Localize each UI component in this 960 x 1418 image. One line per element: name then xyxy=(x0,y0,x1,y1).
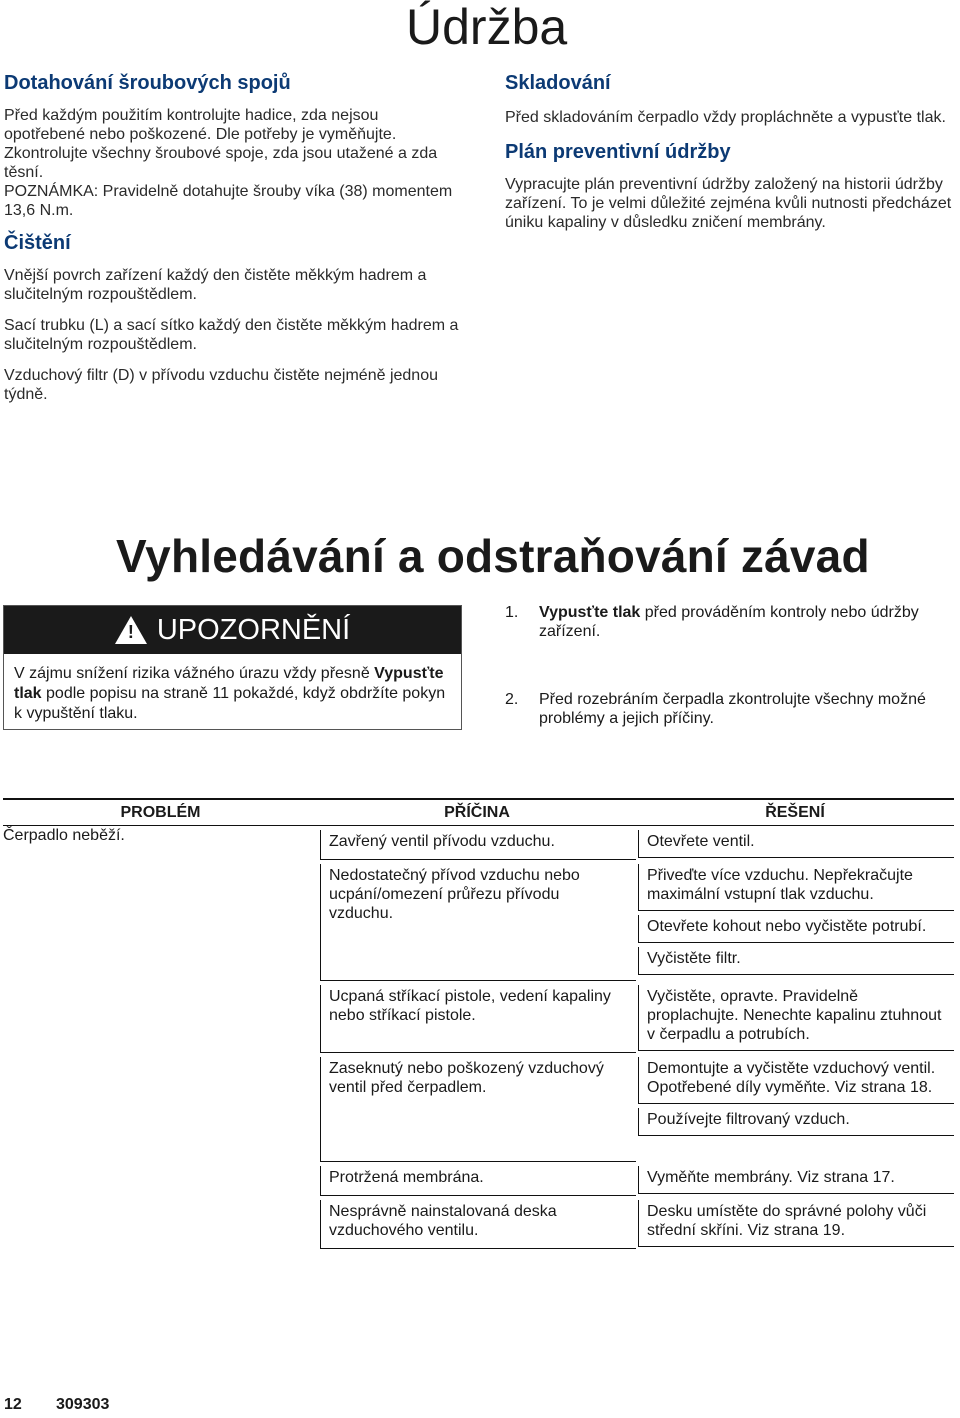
section-title-preventive-maintenance: Plán preventivní údržby xyxy=(505,141,731,163)
solution-cell: Otevřete ventil. xyxy=(638,830,954,858)
paragraph: Vypracujte plán preventivní údržby založený na historii údržby zařízení. To je velmi důležité zejména kvůli nutnosti předcházet úniku kapaliny v důsledku zničení membrány. xyxy=(505,176,952,231)
step-item: 1. Vypusťte tlak před prováděním kontroly nebo údržby zařízení. xyxy=(505,604,919,640)
paragraph: Vnější povrch zařízení každý den čistěte měkkým hadrem a slučitelným rozpouštědlem. xyxy=(4,267,427,303)
solution-cell: Desku umístěte do správné polohy vůči střední skříni. Viz strana 19. xyxy=(638,1200,954,1247)
warning-box xyxy=(3,605,462,730)
left-column xyxy=(4,70,459,404)
cause-cell: Nesprávně nainstalovaná deska vzduchového ventilu. xyxy=(320,1200,636,1249)
paragraph: Sací trubku (L) a sací sítko každý den čistěte měkkým hadrem a slučitelným rozpouštědlem. xyxy=(4,317,459,353)
cause-cell: Zaseknutý nebo poškozený vzduchový ventil před čerpadlem. xyxy=(320,1057,636,1162)
warning-text: V zájmu snížení rizika vážného úrazu vždy přesně Vypusťte tlak podle popisu na straně 11 pokaždé, když obdržíte pokyn k vypuštění tlaku. xyxy=(14,665,446,722)
problem-cell: Čerpadlo neběží. xyxy=(3,826,318,1250)
warning-icon: ! xyxy=(115,616,147,644)
solution-cell: Demontujte a vyčistěte vzduchový ventil. Opotřebené díly vyměňte. Viz strana 18. xyxy=(638,1057,954,1104)
section-title-storage: Skladování xyxy=(505,72,611,94)
solution-cell: Vyměňte membrány. Viz strana 17. xyxy=(638,1166,954,1194)
page-number: 12 xyxy=(4,1396,22,1413)
solution-cell: Přiveďte více vzduchu. Nepřekračujte maximální vstupní tlak vzduchu. xyxy=(638,864,954,911)
paragraph: Vzduchový filtr (D) v přívodu vzduchu čistěte nejméně jednou týdně. xyxy=(4,367,438,403)
page-title: Údržba xyxy=(406,0,568,55)
cause-cell: Ucpaná stříkací pistole, vedení kapaliny nebo stříkací pistole. xyxy=(320,985,636,1053)
steps-list xyxy=(505,603,957,728)
column-header-solution: ŘEŠENÍ xyxy=(636,799,954,826)
cause-cell: Nedostatečný přívod vzduchu nebo ucpání/omezení průřezu přívodu vzduchu. xyxy=(320,864,636,981)
paragraph: Před každým použitím kontrolujte hadice, zda nejsou opotřebené nebo poškozené. Dle potřeby je vyměňujte. Zkontrolujte všechny šroubové spoje, zda jsou utažené a zda těsní. xyxy=(4,107,438,181)
solution-cell: Používejte filtrovaný vzduch. xyxy=(638,1108,954,1136)
document-number: 309303 xyxy=(56,1396,110,1413)
troubleshooting-title: Vyhledávání a odstraňování závad xyxy=(116,530,870,582)
warning-header xyxy=(4,606,461,654)
step-item: 2. Před rozebráním čerpadla zkontrolujte všechny možné problémy a jejich příčiny. xyxy=(505,691,926,727)
troubleshooting-table xyxy=(3,798,954,1249)
table-row xyxy=(3,826,954,861)
cause-cell: Protržená membrána. xyxy=(320,1166,636,1196)
note-paragraph: POZNÁMKA: Pravidelně dotahujte šrouby víka (38) momentem 13,6 N.m. xyxy=(4,183,453,219)
solution-cell: Vyčistěte, opravte. Pravidelně proplachujte. Nenechte kapalinu ztuhnout v čerpadlu a potrubích. xyxy=(638,985,954,1051)
section-title-bolt-tightening: Dotahování šroubových spojů xyxy=(4,72,291,94)
table-header-row xyxy=(3,799,954,826)
paragraph: Před skladováním čerpadlo vždy propláchněte a vypusťte tlak. xyxy=(505,109,946,126)
right-column xyxy=(505,70,957,232)
solution-cell: Otevřete kohout nebo vyčistěte potrubí. xyxy=(638,915,954,943)
column-header-problem: PROBLÉM xyxy=(3,799,318,826)
solution-cell: Vyčistěte filtr. xyxy=(638,947,954,975)
section-title-cleaning: Čištění xyxy=(4,232,71,254)
warning-heading: UPOZORNĚNÍ xyxy=(156,613,351,646)
cause-cell: Zavřený ventil přívodu vzduchu. xyxy=(320,830,636,860)
column-header-cause: PŘÍČINA xyxy=(318,799,636,826)
